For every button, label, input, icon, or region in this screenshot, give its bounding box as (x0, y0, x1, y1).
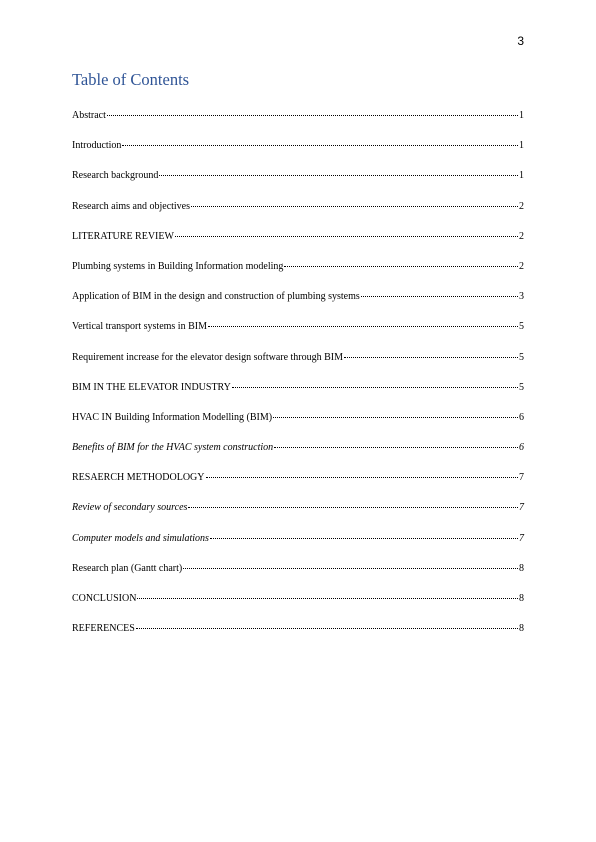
toc-dot-leader (344, 348, 518, 358)
toc-dot-leader (107, 106, 518, 116)
toc-dot-leader (206, 468, 519, 478)
toc-entry[interactable] (72, 289, 524, 319)
toc-entry-page: 2 (519, 230, 524, 242)
toc-entry-label: Plumbing systems in Building Information modeling (72, 260, 284, 272)
toc-entry-page: 6 (519, 442, 524, 454)
toc-entry-label: CONCLUSION (72, 593, 137, 604)
toc-entry-label: BIM IN THE ELEVATOR INDUSTRY (72, 381, 231, 393)
toc-dot-leader (210, 529, 518, 539)
toc-entry-page: 5 (519, 381, 524, 393)
toc-entry[interactable] (72, 410, 524, 440)
toc-dot-leader (273, 408, 518, 418)
toc-dot-leader (274, 438, 518, 448)
toc-entry-page: 7 (519, 472, 524, 484)
page-number: 3 (517, 34, 524, 48)
toc-entry-label: Introduction (72, 140, 122, 152)
toc-entry-page: 6 (519, 411, 524, 423)
toc-entry[interactable] (72, 168, 524, 198)
toc-entry-page: 5 (519, 321, 524, 333)
toc-dot-leader (361, 287, 518, 297)
toc-entry-page: 1 (519, 110, 524, 121)
toc-entry-page: 8 (519, 623, 524, 635)
toc-dot-leader (183, 559, 518, 569)
toc-entry[interactable] (72, 440, 524, 470)
toc-entry-label: HVAC IN Building Information Modelling (BIM) (72, 411, 273, 423)
toc-entry[interactable] (72, 350, 524, 380)
toc-entry-page: 3 (519, 291, 524, 303)
toc-dot-leader (137, 589, 518, 599)
toc-entry-page: 8 (519, 593, 524, 604)
toc-entry-label: Research aims and objectives (72, 200, 191, 212)
toc-list (72, 108, 524, 651)
toc-dot-leader (284, 257, 518, 267)
toc-entry-label: Research background (72, 170, 159, 182)
toc-entry[interactable] (72, 319, 524, 349)
toc-entry[interactable] (72, 621, 524, 651)
toc-entry-label: RESAERCH METHODOLOGY (72, 472, 205, 484)
toc-entry-page: 2 (519, 200, 524, 212)
toc-entry-label: Application of BIM in the design and construction of plumbing systems (72, 291, 360, 303)
toc-dot-leader (191, 197, 518, 207)
toc-entry-label: Computer models and simulations (72, 532, 209, 544)
toc-entry[interactable] (72, 531, 524, 561)
toc-dot-leader (175, 227, 518, 237)
toc-entry-page: 7 (519, 532, 524, 544)
toc-entry-page: 1 (519, 170, 524, 182)
toc-entry-label: Requirement increase for the elevator design software through BIM (72, 351, 344, 363)
toc-entry-label: Vertical transport systems in BIM (72, 321, 207, 333)
toc-entry-page: 1 (519, 140, 524, 152)
toc-entry[interactable] (72, 108, 524, 138)
toc-entry[interactable] (72, 138, 524, 168)
toc-entry-label: Benefits of BIM for the HVAC system construction (72, 442, 274, 454)
toc-entry-label: REFERENCES (72, 623, 135, 635)
toc-dot-leader (208, 317, 518, 327)
toc-entry[interactable] (72, 561, 524, 591)
toc-dot-leader (232, 378, 518, 388)
toc-entry-page: 7 (519, 502, 524, 514)
toc-entry-label: Review of secondary sources (72, 502, 188, 514)
toc-entry[interactable] (72, 380, 524, 410)
toc-entry[interactable] (72, 259, 524, 289)
toc-dot-leader (159, 166, 518, 176)
toc-entry-page: 5 (519, 351, 524, 363)
toc-dot-leader (122, 136, 518, 146)
toc-entry[interactable] (72, 229, 524, 259)
toc-entry-label: Research plan (Gantt chart) (72, 562, 183, 574)
toc-entry-label: Abstract (72, 110, 106, 121)
toc-entry-label: LITERATURE REVIEW (72, 230, 174, 242)
toc-entry[interactable] (72, 470, 524, 500)
toc-entry-page: 8 (519, 562, 524, 574)
toc-entry[interactable] (72, 500, 524, 530)
toc-dot-leader (188, 498, 518, 508)
toc-entry-page: 2 (519, 260, 524, 272)
toc-dot-leader (136, 619, 518, 629)
toc-title: Table of Contents (72, 70, 190, 89)
toc-entry[interactable] (72, 199, 524, 229)
toc-entry[interactable] (72, 591, 524, 621)
